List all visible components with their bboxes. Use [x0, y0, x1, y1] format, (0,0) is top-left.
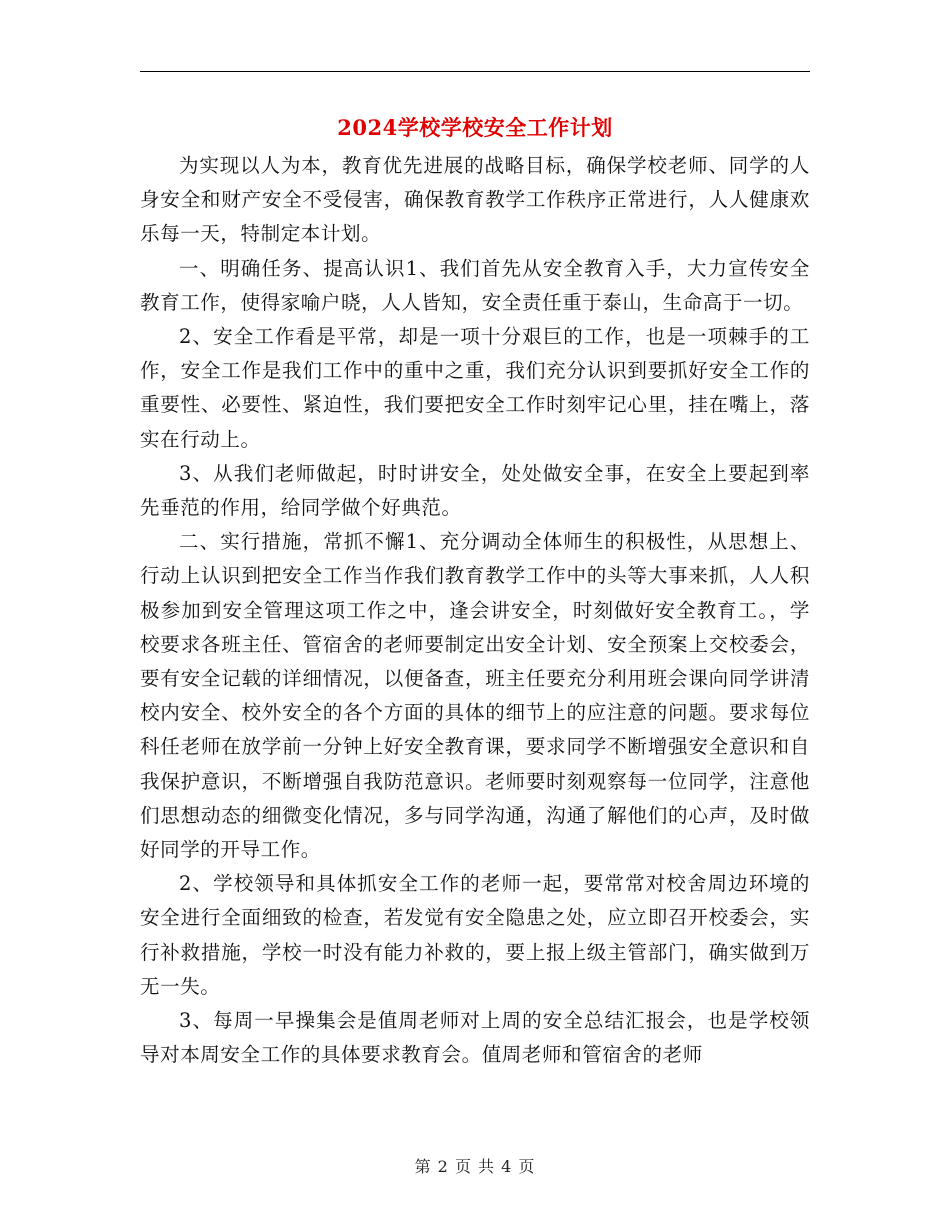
document-body — [140, 149, 810, 1072]
paragraph-section-2-item-3: 3、每周一早操集会是值周老师对上周的安全总结汇报会，也是学校领导对本周安全工作的具体要求教育会。值周老师和管宿舍的老师 — [140, 1009, 810, 1067]
paragraph-section-1-item-3: 3、从我们老师做起，时时讲安全，处处做安全事，在安全上要起到率先垂范的作用，给同学做个好典范。 — [140, 461, 810, 520]
paragraph-section-2-item-1: 二、实行措施，常抓不懈1、充分调动全体师生的积极性，从思想上、行动上认识到把安全工作当作我们教育教学工作中的头等大事来抓，人人积极参加到安全管理这项工作之中，逢会讲安全，时刻做好安全教育工。，学校要求各班主任、管宿舍的老师要制定出安全计划、安全预案上交校委会，要有安全记载的详细情况，以便备查，班主任要充分利用班会课向同学讲清校内安全、校外安全的各个方面的具体的细节上的应注意的问题。要求每位科任老师在放学前一分钟上好安全教育课，要求同学不断增强安全意识和自我保护意识，不断增强自我防范意识。老师要时刻观察每一位同学，注意他们思想动态的细微变化情况，多与同学沟通，沟通了解他们的心声，及时做好同学的开导工作。 — [140, 530, 810, 862]
paragraph-section-2-item-2: 2、学校领导和具体抓安全工作的老师一起，要常常对校舍周边环境的安全进行全面细致的检查，若发觉有安全隐患之处，应立即召开校委会，实行补救措施，学校一时没有能力补救的，要上报上级主管部门，确实做到万无一失。 — [140, 872, 810, 998]
header-rule — [140, 71, 810, 72]
paragraph-section-1-item-2: 2、安全工作看是平常，却是一项十分艰巨的工作，也是一项棘手的工作，安全工作是我们工作中的重中之重，我们充分认识到要抓好安全工作的重要性、必要性、紧迫性，我们要把安全工作时刻牢记心里，挂在嘴上，落实在行动上。 — [140, 325, 810, 451]
document-title: 2024学校学校安全工作计划 — [337, 115, 613, 140]
page-number-footer: 第 2 页 共 4 页 — [414, 1157, 536, 1176]
paragraph-intro: 为实现以人为本，教育优先进展的战略目标，确保学校老师、同学的人身安全和财产安全不受侵害，确保教育教学工作秩序正常进行，人人健康欢乐每一天，特制定本计划。 — [140, 154, 810, 246]
paragraph-section-1-item-1: 一、明确任务、提高认识1、我们首先从安全教育入手，大力宣传安全教育工作，使得家喻户晓，人人皆知，安全责任重于泰山，生命高于一切。 — [140, 256, 810, 314]
